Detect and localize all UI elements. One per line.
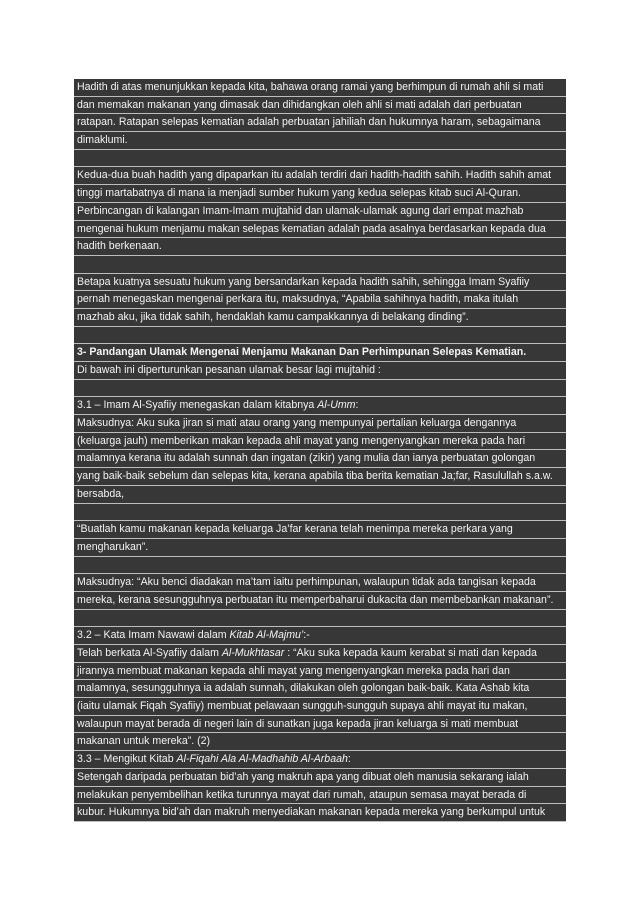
text-line xyxy=(74,185,566,203)
blank-line xyxy=(74,380,566,398)
text-run: 3.3 – Mengikut Kitab xyxy=(77,753,177,766)
text-line xyxy=(74,79,566,97)
text-line xyxy=(74,698,566,716)
text-line xyxy=(74,397,566,415)
blank-line xyxy=(74,557,566,575)
text-run: mazhab aku, jika tidak sahih, hendaklah kamu campakkannya di belakang dinding”. xyxy=(77,310,469,323)
text-run-after: : xyxy=(355,399,359,412)
text-line xyxy=(74,468,566,486)
text-line xyxy=(74,539,566,557)
text-run-after: : “Aku suka kepada kaum kerabat si mati dan kepada xyxy=(284,647,537,659)
blank-line xyxy=(74,327,566,345)
text-line xyxy=(74,663,566,681)
text-run: bersabda, xyxy=(77,487,125,500)
text-line xyxy=(74,486,566,504)
italic-title: Al-Umm xyxy=(317,399,356,412)
text-run: yang baik-baik sebelum dan selepas kita, kerana apabila tiba berita kematian Ja;far, Rasulullah s.a.w. xyxy=(77,470,553,483)
text-line xyxy=(74,450,566,468)
text-run-after: :- xyxy=(303,629,310,642)
blank-line xyxy=(74,610,566,628)
text-line xyxy=(74,433,566,451)
text-line xyxy=(74,291,566,309)
text-line xyxy=(74,362,566,380)
blank-line xyxy=(74,504,566,522)
text-run: pernah menegaskan mengenai perkara itu, maksudnya, “Apabila sahihnya hadith, maka itulah xyxy=(77,293,519,306)
text-line xyxy=(74,203,566,221)
text-run: Di bawah ini diperturunkan pesanan ulamak besar lagi mujtahid : xyxy=(77,364,381,376)
text-run: ratapan. Ratapan selepas kematian adalah perbuatan jahiliah dan hukumnya haram, sebagaimana xyxy=(77,116,541,129)
section-heading xyxy=(74,344,566,362)
text-line xyxy=(74,238,566,256)
text-line xyxy=(74,592,566,610)
text-line xyxy=(74,415,566,433)
text-run: Maksudnya: “Aku benci diadakan ma’tam iaitu perhimpunan, walaupun tidak ada tangisan kepada xyxy=(77,576,536,589)
text-line xyxy=(74,769,566,787)
text-line xyxy=(74,787,566,805)
text-run: Perbincangan di kalangan Imam-Imam mujtahid dan ulamak-ulamak agung dari empat mazhab xyxy=(77,204,524,217)
text-run: Hadith di atas menunjukkan kepada kita, bahawa orang ramai yang berhimpun di rumah ahli si mati xyxy=(77,81,544,93)
text-line xyxy=(74,680,566,698)
text-run: Maksudnya: Aku suka jiran si mati atau orang yang mempunyai pertalian keluarga dengannya xyxy=(77,417,517,430)
text-line xyxy=(74,132,566,150)
text-line xyxy=(74,574,566,592)
italic-title: Kitab Al-Majmu’ xyxy=(229,629,304,642)
text-run: makanan untuk mereka”. (2) xyxy=(77,735,211,748)
text-line xyxy=(74,97,566,115)
text-line xyxy=(74,627,566,645)
text-run: (iaitu ulamak Fiqah Syafiiy) membuat pelawaan sungguh-sungguh supaya ahli mayat itu makan, xyxy=(77,700,528,713)
text-line xyxy=(74,114,566,132)
text-run: 3.2 – Kata Imam Nawawi dalam xyxy=(77,629,230,642)
text-run: dimaklumi. xyxy=(77,134,128,147)
text-run: 3- Pandangan Ulamak Mengenai Menjamu Makanan Dan Perhimpunan Selepas Kematian. xyxy=(77,346,527,359)
text-line xyxy=(74,733,566,751)
text-line xyxy=(74,804,566,822)
text-run: dan memakan makanan yang dimasak dan dihidangkan oleh ahli si mati adalah dari perbuatan xyxy=(77,98,522,111)
text-run: tinggi martabatnya di mana ia menjadi sumber hukum yang kedua selepas kitab suci Al-Quran. xyxy=(77,187,522,200)
text-run: 3.1 – Imam Al-Syafiiy menegaskan dalam kitabnya xyxy=(77,399,318,412)
text-run: walaupun mayat berada di negeri lain di sunatkan juga kepada jiran keluarga si mati membuat xyxy=(77,717,519,730)
text-run: malamnya kerana itu adalah sunnah dan ingatan (zikir) yang mulia dan ianya perbuatan golongan xyxy=(77,452,536,465)
text-run: jirannya membuat makanan kepada ahli mayat yang mengenyangkan mereka pada hari dan xyxy=(77,664,510,677)
text-line xyxy=(74,221,566,239)
italic-title: Al-Mukhtasar xyxy=(221,647,285,659)
blank-line xyxy=(74,256,566,274)
text-run: melakukan penyembelihan ketika turunnya mayat dari rumah, ataupun semasa mayat berada di xyxy=(77,788,527,801)
text-line xyxy=(74,274,566,292)
text-line xyxy=(74,167,566,185)
text-run: Setengah daripada perbuatan bid’ah yang makruh apa yang dibuat oleh manusia sekarang ialah xyxy=(77,770,529,783)
text-run: Telah berkata Al-Syafiiy dalam xyxy=(77,647,222,659)
italic-title: Al-Fiqahi Ala Al-Madhahib Al-Arbaah xyxy=(176,753,348,766)
text-run: mengenai hukum menjamu makan selepas kematian adalah pada asalnya berdasarkan kepada dua xyxy=(77,222,546,235)
text-line xyxy=(74,645,566,663)
text-run-after: : xyxy=(347,753,351,766)
text-run: hadith berkenaan. xyxy=(77,240,162,253)
text-run: mengharukan”. xyxy=(77,540,149,553)
blank-line xyxy=(74,150,566,168)
text-run: malamnya, sesungguhnya ia adalah sunnah, dilakukan oleh golongan baik-baik. Kata Ashab kita xyxy=(77,682,530,695)
text-line xyxy=(74,716,566,734)
text-line xyxy=(74,751,566,769)
text-run: “Buatlah kamu makanan kepada keluarga Ja’far kerana telah menimpa mereka perkara yang xyxy=(77,523,513,536)
text-run: Kedua-dua buah hadith yang dipaparkan itu adalah terdiri dari hadith-hadith sahih. Hadith sahih amat xyxy=(77,169,552,182)
text-line xyxy=(74,309,566,327)
text-line xyxy=(74,521,566,539)
text-run: kubur. Hukumnya bid’ah dan makruh menyediakan makanan kepada mereka yang berkumpul untuk xyxy=(77,806,546,819)
text-run: (keluarga jauh) memberikan makan kepada ahli mayat yang mengenyangkan mereka pada hari xyxy=(77,434,526,447)
text-run: mereka, kerana sesungguhnya perbuatan itu memperbaharui dukacita dan membebankan makanan”. xyxy=(77,593,554,606)
document-body xyxy=(74,79,566,822)
text-run: Betapa kuatnya sesuatu hukum yang bersandarkan kepada hadith sahih, sehingga Imam Syafiiy xyxy=(77,275,530,288)
